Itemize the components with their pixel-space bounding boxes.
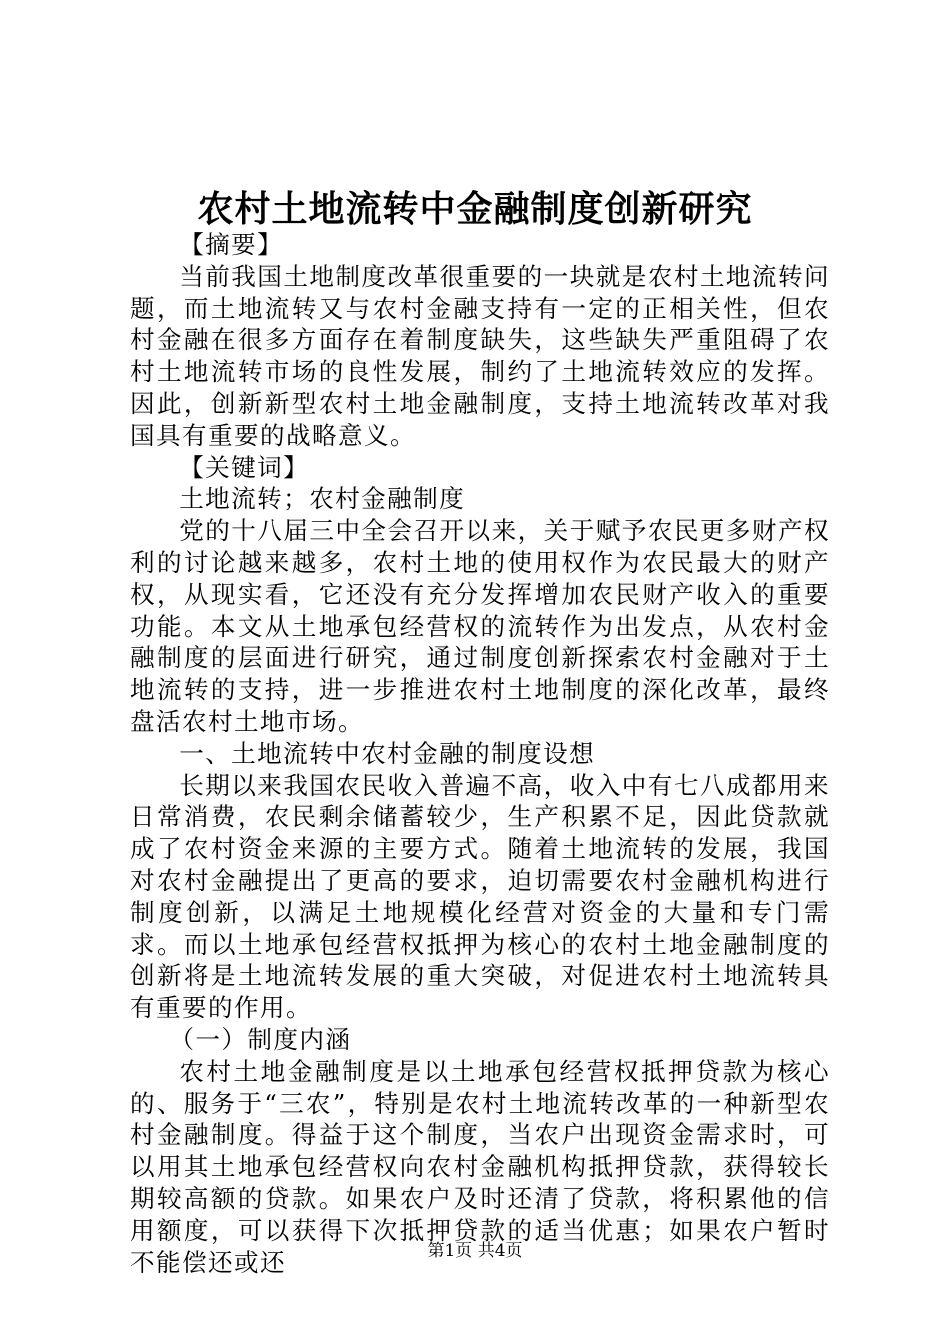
page-footer: 第1页 共4页 <box>427 1241 523 1261</box>
subsection-paragraph: 农村土地金融制度是以土地承包经营权抵押贷款为核心的、服务于“三农”，特别是农村土地流转改革的一种新型农村金融制度。得益于这个制度，当农户出现资金需求时，可以用其土地承包经营权向农村金融机构抵押贷款，获得较长期较高额的贷款。如果农户及时还清了贷款，将积累他的信用额度，可以获得下次抵押贷款的适当优惠；如果农户暂时不能偿还或还 <box>130 1056 830 1277</box>
abstract-paragraph: 当前我国土地制度改革很重要的一块就是农村土地流转问题，而土地流转又与农村金融支持有一定的正相关性，但农村金融在很多方面存在着制度缺失，这些缺失严重阻碍了农村土地流转市场的良性发展，制约了土地流转效应的发挥。因此，创新新型农村土地金融制度，支持土地流转改革对我国具有重要的战略意义。 <box>130 261 830 450</box>
document-body <box>130 229 830 1278</box>
section-paragraph: 长期以来我国农民收入普遍不高，收入中有七八成都用来日常消费，农民剩余储蓄较少，生产积累不足，因此贷款就成了农村资金来源的主要方式。随着土地流转的发展，我国对农村金融提出了更高的要求，迫切需要农村金融机构进行制度创新，以满足土地规模化经营对资金的大量和专门需求。而以土地承包经营权抵押为核心的农村土地金融制度的创新将是土地流转发展的重大突破，对促进农村土地流转具有重要的作用。 <box>130 770 830 1023</box>
document-title: 农村土地流转中金融制度创新研究 <box>197 188 753 230</box>
keywords-label: 【关键词】 <box>179 452 310 482</box>
keywords-paragraph: 土地流转；农村金融制度 <box>179 484 466 514</box>
section-heading: 一、土地流转中农村金融的制度设想 <box>179 738 596 768</box>
subsection-heading: （一）制度内涵 <box>169 1024 352 1054</box>
intro-paragraph: 党的十八届三中全会召开以来，关于赋予农民更多财产权利的讨论越来越多，农村土地的使用权作为农民最大的财产权，从现实看，它还没有充分发挥增加农民财产收入的重要功能。本文从土地承包经营权的流转作为出发点，从农村金融制度的层面进行研究，通过制度创新探索农村金融对于土地流转的支持，进一步推进农村土地制度的深化改革，最终盘活农村土地市场。 <box>130 516 830 736</box>
abstract-label: 【摘要】 <box>179 230 284 259</box>
